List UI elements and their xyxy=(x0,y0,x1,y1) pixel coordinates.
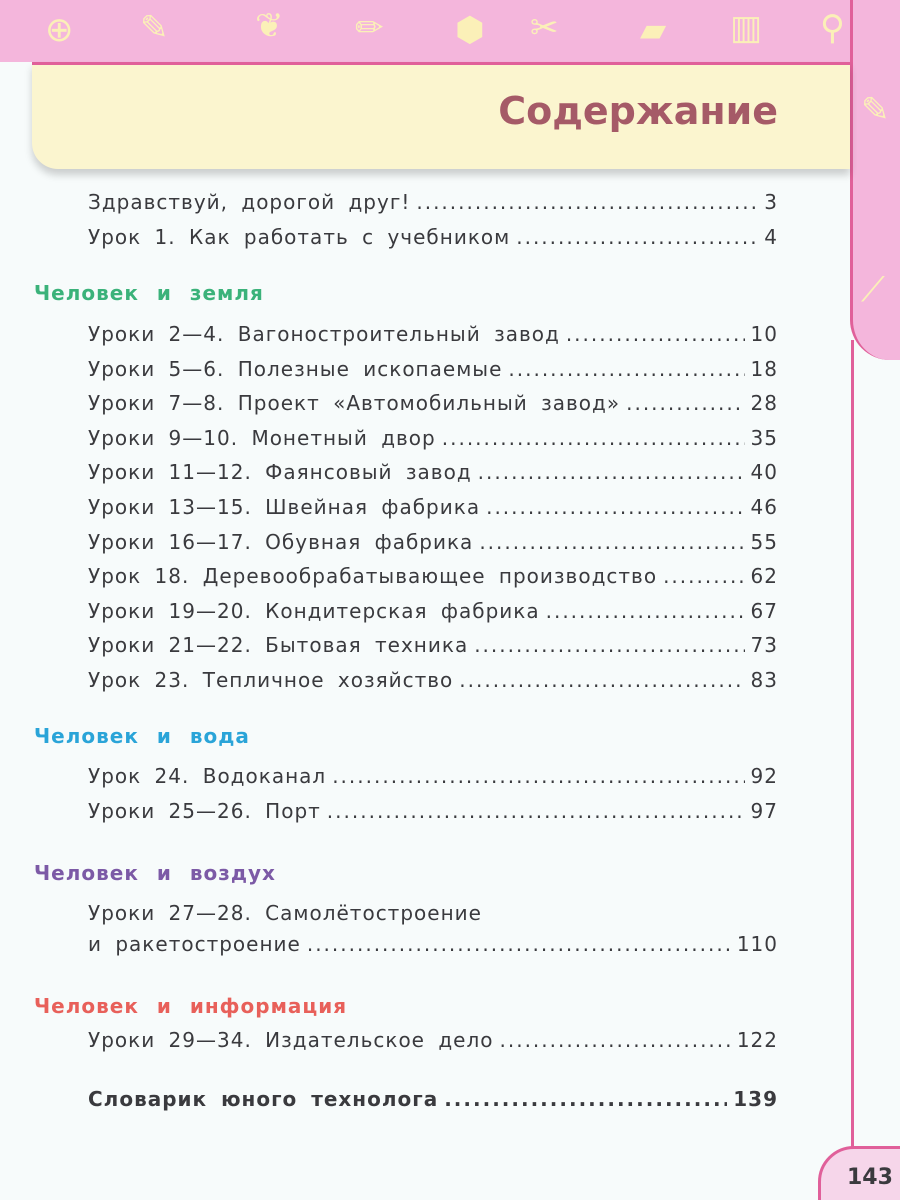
entry-title: Урок 1. Как работать с учебником xyxy=(88,225,511,249)
entry-title: Здравствуй, дорогой друг! xyxy=(88,190,411,214)
entry-title: Уроки 25—26. Порт xyxy=(88,799,321,823)
entry-title: Уроки 16—17. Обувная фабрика xyxy=(88,529,474,554)
dot-leader xyxy=(327,799,745,823)
button-icon: ⊕ xyxy=(45,10,74,50)
dot-leader xyxy=(516,225,758,249)
dot-leader xyxy=(474,633,744,657)
entry-title: Урок 18. Деревообрабатывающее производство xyxy=(88,564,658,589)
toc-entry[interactable] xyxy=(88,599,778,623)
needle-icon: ⟋ xyxy=(861,270,885,310)
toc-entry[interactable] xyxy=(88,495,778,519)
dot-leader xyxy=(486,495,744,519)
glue-icon: ▰ xyxy=(640,10,667,50)
entry-page: 4 xyxy=(764,225,778,249)
toc-entry[interactable] xyxy=(88,391,778,415)
side-border-line xyxy=(851,340,854,1150)
dot-leader xyxy=(500,1028,731,1052)
section-heading: Человек и информация xyxy=(34,994,348,1018)
toc-entry[interactable] xyxy=(88,932,778,956)
toc-entry[interactable] xyxy=(88,357,778,381)
entry-title: Уроки 11—12. Фаянсовый завод xyxy=(88,460,472,485)
toc-entry[interactable] xyxy=(88,225,778,249)
toc-entry[interactable] xyxy=(88,530,778,554)
entry-page: 97 xyxy=(750,799,778,823)
entry-title: Уроки 5—6. Полезные ископаемые xyxy=(88,356,503,381)
entry-title: Урок 23. Тепличное хозяйство xyxy=(88,668,454,692)
entry-page: 92 xyxy=(750,764,778,788)
entry-title: Уроки 19—20. Кондитерская фабрика xyxy=(88,598,540,623)
dot-leader xyxy=(663,564,744,588)
dot-leader xyxy=(444,1087,727,1111)
toc-entry[interactable] xyxy=(88,190,778,214)
entry-page: 3 xyxy=(764,190,778,214)
decorative-side-band xyxy=(850,0,900,360)
dot-leader xyxy=(459,668,744,692)
section-heading: Человек и воздух xyxy=(34,861,276,885)
toc-entry-glossary[interactable] xyxy=(88,1087,778,1111)
toc-entry[interactable] xyxy=(88,799,778,823)
entry-title: Словарик юного технолога xyxy=(88,1087,439,1111)
scissors-icon: ✂ xyxy=(530,8,559,48)
entry-page: 18 xyxy=(750,356,778,381)
dot-leader xyxy=(416,190,758,214)
entry-title: Уроки 27—28. Самолётостроение xyxy=(88,901,482,925)
entry-page: 28 xyxy=(750,391,778,416)
dot-leader xyxy=(508,357,744,381)
dot-leader xyxy=(307,932,731,956)
page-title: Содержание xyxy=(498,89,778,133)
dot-leader xyxy=(626,391,744,415)
entry-page: 46 xyxy=(750,495,778,519)
toc-entry[interactable] xyxy=(88,764,778,788)
entry-page: 55 xyxy=(750,529,778,554)
toc-entry[interactable] xyxy=(88,460,778,484)
dot-leader xyxy=(479,530,744,554)
toc-entry[interactable] xyxy=(88,564,778,588)
entry-page: 110 xyxy=(736,932,778,956)
brush-icon: ✎ xyxy=(140,8,169,48)
toc-entry-line1[interactable] xyxy=(88,901,778,925)
toc-entry[interactable] xyxy=(88,668,778,692)
entry-page: 122 xyxy=(736,1028,778,1052)
entry-title: Уроки 29—34. Издательское дело xyxy=(88,1028,494,1052)
decorative-header-band xyxy=(0,0,900,62)
toc-entry[interactable] xyxy=(88,322,778,346)
pencil-icon: ✏ xyxy=(355,8,384,48)
section-heading: Человек и земля xyxy=(34,281,264,305)
entry-page: 35 xyxy=(750,425,778,450)
entry-title: Уроки 13—15. Швейная фабрика xyxy=(88,495,481,519)
entry-page: 73 xyxy=(750,633,778,658)
screw-icon: ⚲ xyxy=(820,8,845,48)
needle-icon: ✎ xyxy=(861,90,890,130)
entry-title: Уроки 2—4. Вагоностроительный завод xyxy=(88,322,560,346)
toc-entry[interactable] xyxy=(88,1028,778,1052)
leaf-icon: ❦ xyxy=(255,6,284,46)
nut-icon: ⬢ xyxy=(455,10,485,50)
entry-page: 62 xyxy=(750,564,778,589)
toc-entry[interactable] xyxy=(88,633,778,657)
dot-leader xyxy=(442,426,745,450)
entry-title: Уроки 9—10. Монетный двор xyxy=(88,425,436,450)
comb-icon: ▥ xyxy=(730,8,763,48)
entry-title: Урок 24. Водоканал xyxy=(88,764,327,788)
entry-page: 83 xyxy=(750,668,778,692)
dot-leader xyxy=(546,599,745,623)
entry-title: Уроки 7—8. Проект «Автомобильный завод» xyxy=(88,391,621,416)
dot-leader xyxy=(566,322,745,346)
entry-title-cont: и ракетостроение xyxy=(88,932,301,956)
page-number: 143 xyxy=(847,1165,893,1190)
dot-leader xyxy=(478,460,745,484)
section-heading: Человек и вода xyxy=(34,724,250,748)
toc-entry[interactable] xyxy=(88,426,778,450)
title-banner xyxy=(32,62,850,169)
entry-page: 40 xyxy=(750,460,778,485)
entry-title: Уроки 21—22. Бытовая техника xyxy=(88,633,469,658)
entry-page: 67 xyxy=(750,598,778,623)
entry-page: 10 xyxy=(750,322,778,346)
dot-leader xyxy=(332,764,744,788)
entry-page: 139 xyxy=(733,1087,778,1111)
